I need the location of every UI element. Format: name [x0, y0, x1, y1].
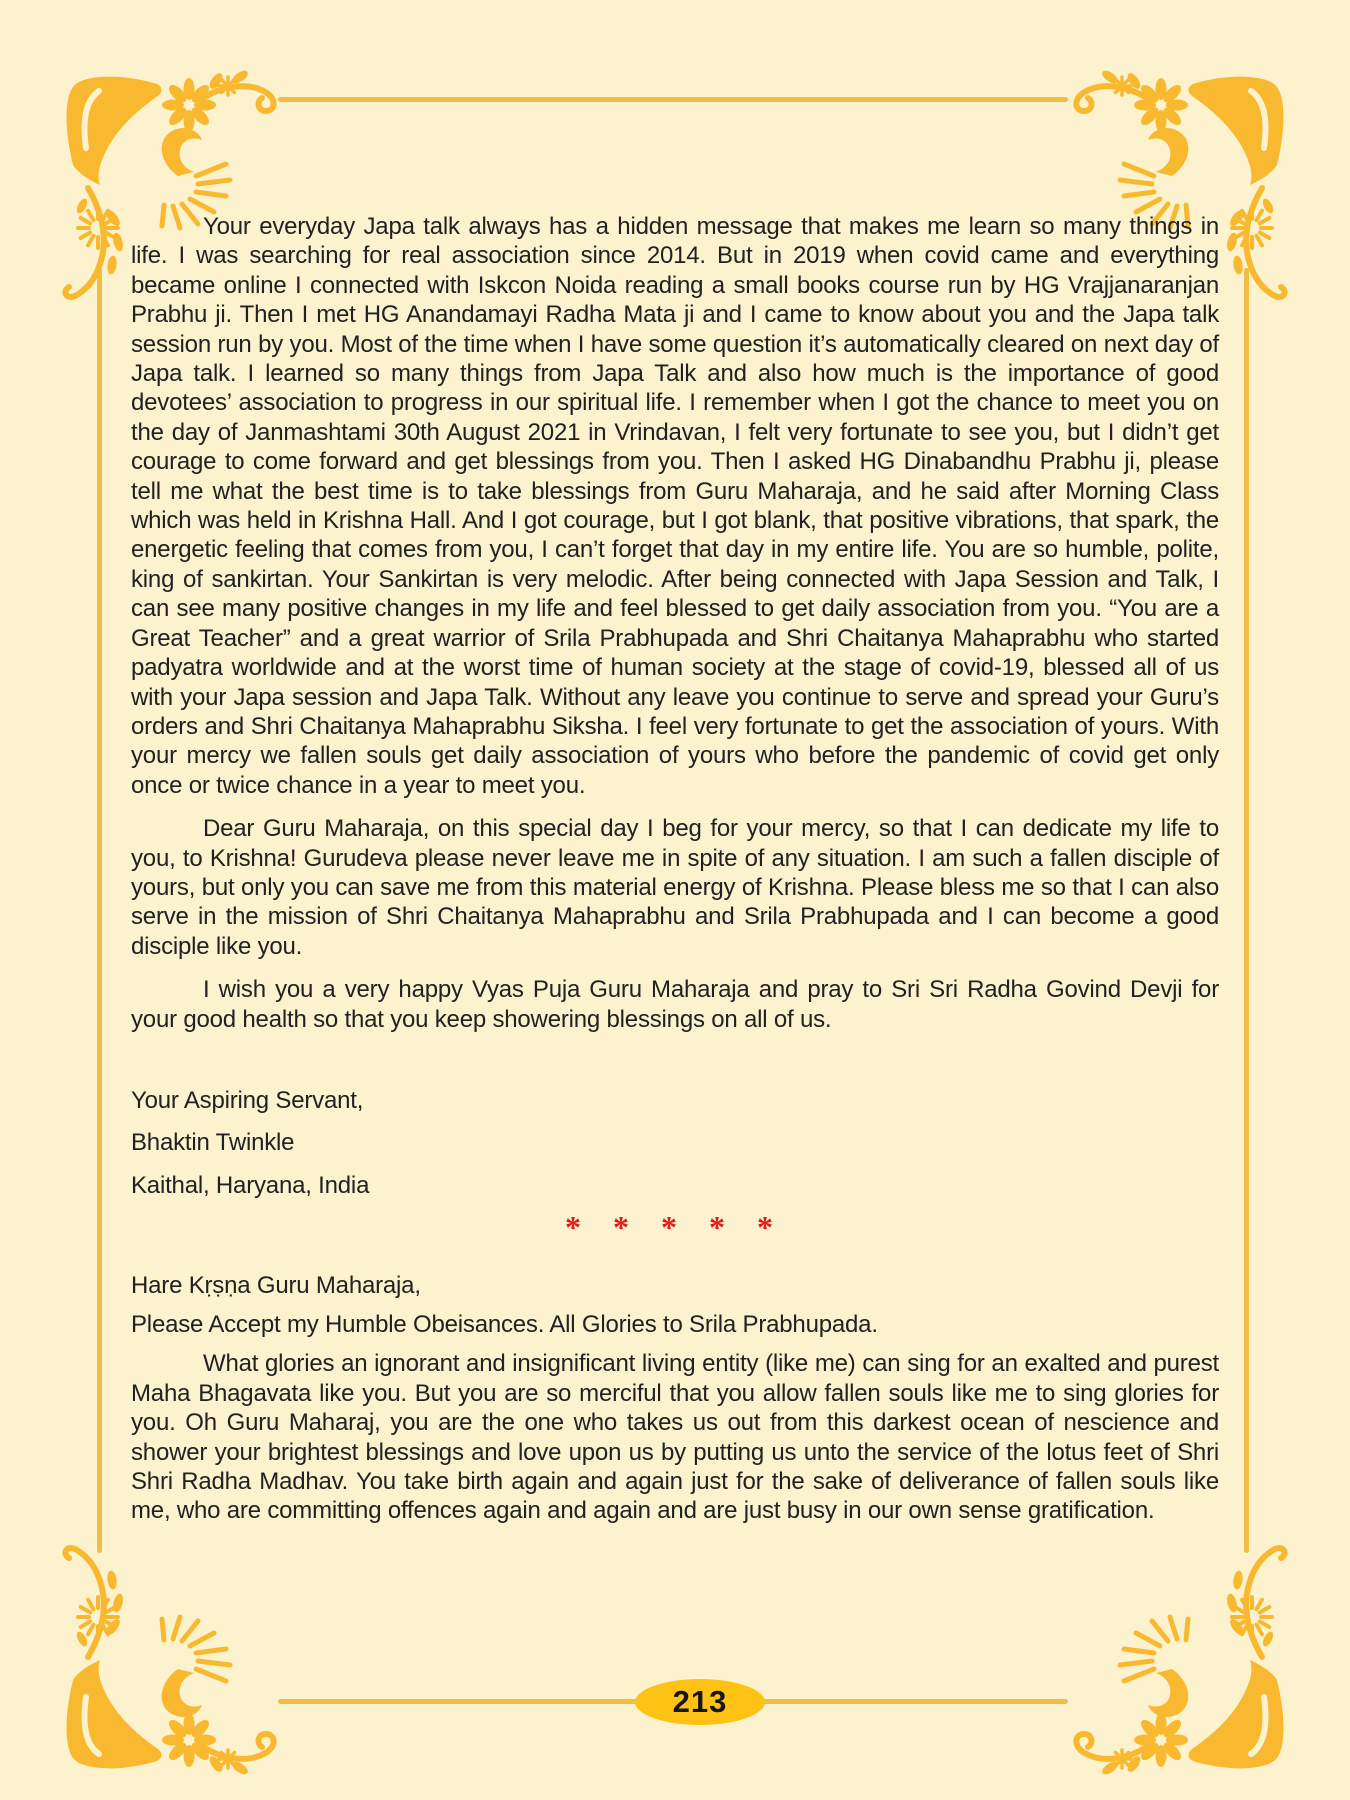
signature-block — [131, 1086, 1219, 1200]
letter1-paragraph-3: I wish you a very happy Vyas Puja Guru Maharaja and pray to Sri Sri Radha Govind Devji for your good health so that you keep showering blessings on all of us. — [131, 976, 1219, 1033]
frame-right-rule — [1244, 268, 1249, 1553]
page-number: 213 — [672, 1684, 728, 1719]
letter2-obeisances: Please Accept my Humble Obeisances. All Glories to Srila Prabhupada. — [131, 1311, 878, 1338]
letter-content — [131, 212, 1219, 1526]
signature-closing: Your Aspiring Servant, — [131, 1086, 364, 1114]
letter1-paragraph-2: Dear Guru Maharaja, on this special day I beg for your mercy, so that I can dedicate my life to you, to Krishna! Gurudeva please never leave me in spite of any situation. I am such a fallen disciple of yours, but only you can save me from this material energy of Krishna. Please bless me so that I can also serve in the mission of Shri Chaitanya Mahaprabhu and Srila Prabhupada and I can become a good disciple like you. — [131, 815, 1219, 960]
signature-name: Bhaktin Twinkle — [131, 1129, 295, 1157]
frame-left-rule — [97, 268, 102, 1553]
asterisk-section-divider: * * * * * — [565, 1209, 785, 1246]
page-number-badge — [635, 1679, 765, 1725]
letter2-paragraph-1: What glories an ignorant and insignificant living entity (like me) can sing for an exalted and purest Maha Bhagavata like you. But you are so merciful that you allow fallen souls like me to sing glories for you. Oh Guru Maharaj, you are the one who takes us out from this darkest ocean of nescience and shower your brightest blessings and love upon us by putting us unto the service of the lotus feet of Shri Shri Radha Madhav. You take birth again and again just for the sake of deliverance of fallen souls like me, who are committing offences again and again and are just busy in our own sense gratification. — [131, 1350, 1219, 1525]
letter1-paragraph-1: Your everyday Japa talk always has a hidden message that makes me learn so many things in life. I was searching for real association since 2014. But in 2019 when covid came and everything became online I connected with Iskcon Noida reading a small books course run by HG Vrajjanaranjan Prabhu ji. Then I met HG Anandamayi Radha Mata ji and I came to know about you and the Japa talk session run by you. Most of the time when I have some question it’s automatically cleared on next day of Japa talk. I learned so many things from Japa Talk and also how much is the importance of good devotees’ association to progress in our spiritual life. I remember when I got the chance to meet you on the day of Janmashtami 30th August 2021 in Vrindavan, I felt very fortunate to see you, but I didn’t get courage to come forward and get blessings from you. Then I asked HG Dinabandhu Prabhu ji, please tell me what the best time is to take blessings from Guru Maharaja, and he said after Morning Class which was held in Krishna Hall. And I got courage, but I got blank, that positive vibrations, that spark, the energetic feeling that comes from you, I can’t forget that day in my entire life. You are so humble, polite, king of sankirtan. Your Sankirtan is very melodic. After being connected with Japa Session and Talk, I can see many positive changes in my life and feel blessed to get daily association from you. “You are a Great Teacher” and a great warrior of Srila Prabhupada and Shri Chaitanya Mahaprabhu who started padyatra worldwide and at the worst time of human society at the stage of covid-19, blessed all of us with your Japa session and Japa Talk. Without any leave you continue to serve and spread your Guru’s orders and Shri Chaitanya Mahaprabhu Siksha. I feel very fortunate to get the association of yours. With your mercy we fallen souls get daily association of yours who before the pandemic of covid get only once or twice chance in a year to meet you. — [131, 213, 1219, 799]
floral-corner-ornament-bottom-right-icon — [1067, 1542, 1292, 1777]
signature-location: Kaithal, Haryana, India — [131, 1171, 370, 1199]
letter2-salutation: Hare Kṛṣṇa Guru Maharaja, — [131, 1271, 421, 1299]
frame-top-rule — [278, 97, 1068, 102]
floral-corner-ornament-bottom-left-icon — [58, 1542, 283, 1777]
